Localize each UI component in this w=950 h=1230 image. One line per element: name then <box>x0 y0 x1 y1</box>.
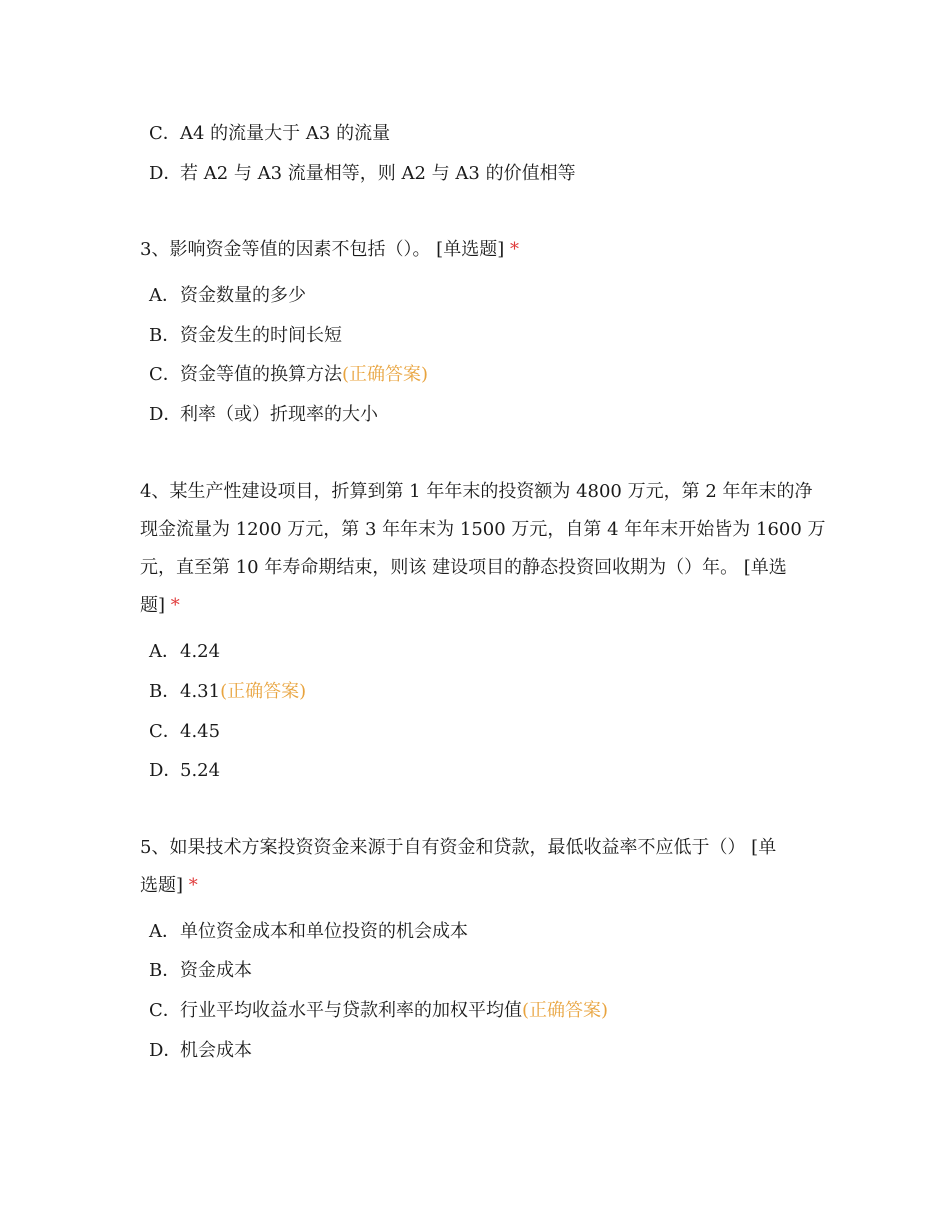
option-text: 若 A2 与 A3 流量相等，则 A2 与 A3 的价值相等 <box>180 163 576 184</box>
question-4-line-4 <box>140 594 180 618</box>
correct-answer-marker: (正确答案) <box>522 1000 609 1021</box>
option-text: 资金等值的换算方法 <box>180 364 342 385</box>
q3-option-c <box>149 363 428 387</box>
correct-answer-marker: (正确答案) <box>220 681 307 702</box>
option-letter: B． <box>149 960 181 981</box>
option-letter: C． <box>149 364 181 385</box>
q5-option-d <box>149 1039 252 1063</box>
option-letter: D． <box>149 1040 182 1061</box>
q5-option-b <box>149 959 252 983</box>
q3-option-b <box>149 324 342 348</box>
option-letter: D． <box>149 163 182 184</box>
option-letter: C． <box>149 1000 181 1021</box>
option-letter: B． <box>149 325 181 346</box>
q4-option-c <box>149 720 220 744</box>
option-text: 4.24 <box>180 641 221 662</box>
option-letter: A． <box>149 285 180 306</box>
option-text: 5.24 <box>180 760 221 781</box>
question-4-line-3: 元，直至第 10 年寿命期结束，则该 建设项目的静态投资回收期为（）年。 [单选 <box>140 557 787 578</box>
option-letter: A． <box>149 641 180 662</box>
prev-option-d <box>149 162 576 186</box>
option-text: 单位资金成本和单位投资的机会成本 <box>180 921 468 942</box>
option-text: 资金发生的时间长短 <box>180 325 342 346</box>
option-text: 行业平均收益水平与贷款利率的加权平均值 <box>180 1000 522 1021</box>
question-3-title <box>140 238 519 262</box>
option-letter: D． <box>149 404 182 425</box>
q4-option-b <box>149 680 306 704</box>
required-asterisk: * <box>170 595 180 616</box>
q5-option-c <box>149 999 608 1023</box>
option-text: 4.45 <box>180 721 221 742</box>
question-3-text: 3、影响资金等值的因素不包括（）。 [单选题] <box>140 239 505 260</box>
question-5-line-2 <box>140 874 198 898</box>
option-letter: C． <box>149 123 181 144</box>
question-5-line-1: 5、如果技术方案投资资金来源于自有资金和贷款，最低收益率不应低于（） [单 <box>140 837 777 858</box>
option-text: 资金成本 <box>180 960 252 981</box>
required-asterisk: * <box>509 239 519 260</box>
option-text: 机会成本 <box>180 1040 252 1061</box>
q4-option-d <box>149 759 220 783</box>
option-letter: C． <box>149 721 181 742</box>
option-text: 4.31 <box>180 681 221 702</box>
option-text: 资金数量的多少 <box>180 285 306 306</box>
correct-answer-marker: (正确答案) <box>342 364 429 385</box>
option-text: 利率（或）折现率的大小 <box>180 404 378 425</box>
question-4-text-end: 题] <box>140 595 166 616</box>
q4-option-a <box>149 640 220 664</box>
option-letter: B． <box>149 681 181 702</box>
question-4-line-2: 现金流量为 1200 万元，第 3 年年末为 1500 万元，自第 4 年年末开始皆为 1600 万 <box>140 519 826 540</box>
question-5-text-end: 选题] <box>140 875 184 896</box>
q3-option-a <box>149 284 306 308</box>
option-letter: A． <box>149 921 180 942</box>
prev-option-c <box>149 122 390 146</box>
q5-option-a <box>149 920 468 944</box>
question-4-line-1: 4、某生产性建设项目，折算到第 1 年年末的投资额为 4800 万元，第 2 年年末的净 <box>140 481 813 502</box>
option-text: A4 的流量大于 A3 的流量 <box>180 123 391 144</box>
required-asterisk: * <box>188 875 198 896</box>
option-letter: D． <box>149 760 182 781</box>
q3-option-d <box>149 403 378 427</box>
